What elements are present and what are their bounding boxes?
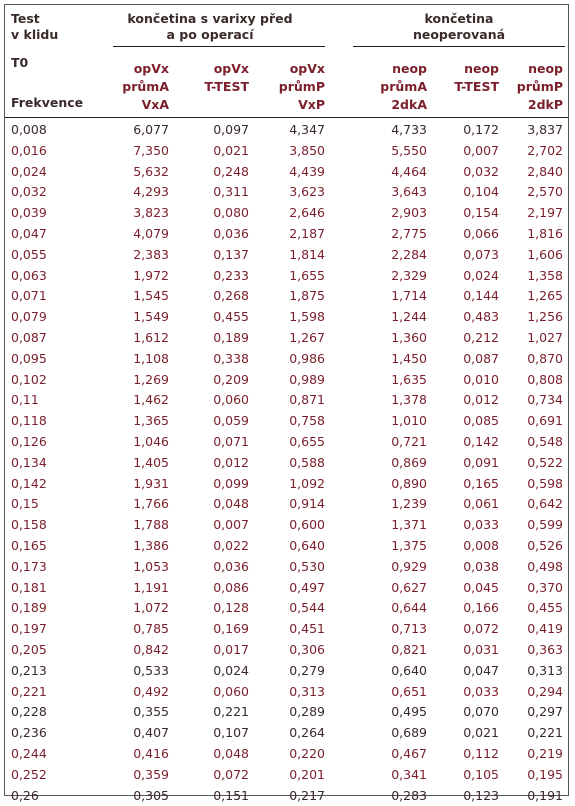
value-cell: 0,137 (213, 246, 249, 262)
value-cell: 1,092 (289, 475, 325, 491)
value-cell: 0,007 (213, 517, 249, 533)
value-cell: 0,195 (527, 766, 563, 782)
value-cell: 0,144 (463, 288, 499, 304)
value-cell: 0,599 (527, 517, 563, 533)
value-cell: 1,405 (133, 454, 169, 470)
value-cell: 0,036 (213, 558, 249, 574)
value-cell: 0,305 (133, 787, 169, 803)
value-cell: 0,588 (289, 454, 325, 470)
frequency-cell: 0,024 (11, 163, 47, 179)
value-cell: 0,189 (213, 330, 249, 345)
value-cell: 0,209 (213, 371, 249, 387)
column-header-6-line-1: neop (528, 61, 563, 76)
value-cell: 0,172 (463, 122, 499, 137)
value-cell: 2,903 (391, 205, 427, 221)
value-cell: 2,329 (391, 267, 427, 283)
frequency-cell: 0,079 (11, 309, 47, 325)
frequency-cell: 0,063 (11, 267, 47, 283)
value-cell: 3,823 (133, 205, 169, 221)
frequency-cell: 0,173 (11, 558, 47, 574)
value-cell: 0,642 (527, 496, 563, 512)
column-header-2-line-1: opVx (213, 61, 249, 76)
value-cell: 1,598 (289, 309, 325, 325)
value-cell: 0,289 (289, 704, 325, 720)
value-cell: 1,931 (133, 475, 169, 491)
value-cell: 0,455 (527, 600, 563, 616)
data-table (4, 4, 569, 803)
group2-subtitle: neoperovaná (412, 27, 506, 42)
value-cell: 1,239 (391, 496, 427, 512)
value-cell: 0,651 (391, 683, 427, 699)
value-cell: 3,850 (289, 142, 325, 158)
value-cell: 0,038 (463, 558, 499, 574)
value-cell: 0,221 (527, 725, 563, 741)
value-cell: 0,024 (213, 662, 249, 678)
table-row (5, 348, 570, 369)
value-cell: 0,154 (463, 205, 499, 221)
column-header-4-line-1: neop (392, 61, 427, 76)
value-cell: 0,061 (463, 496, 499, 512)
value-cell: 7,350 (133, 142, 169, 158)
value-cell: 1,450 (391, 350, 427, 366)
value-cell: 4,464 (391, 163, 427, 179)
value-cell: 1,766 (133, 496, 169, 512)
value-cell: 0,060 (213, 683, 249, 699)
value-cell: 0,219 (527, 746, 563, 761)
value-cell: 0,713 (391, 621, 427, 637)
value-cell: 4,439 (289, 163, 325, 179)
value-cell: 1,386 (133, 538, 169, 553)
value-cell: 1,545 (133, 288, 169, 304)
frequency-cell: 0,134 (11, 454, 47, 470)
group2-rule (353, 46, 565, 47)
value-cell: 0,283 (391, 787, 427, 803)
frequency-cell: 0,016 (11, 142, 47, 158)
value-cell: 2,646 (289, 205, 325, 221)
value-cell: 0,072 (463, 621, 499, 637)
value-cell: 1,010 (391, 413, 427, 429)
value-cell: 1,972 (133, 267, 169, 283)
value-cell: 0,600 (289, 517, 325, 533)
value-cell: 1,191 (133, 579, 169, 595)
group1-title: končetina s varixy před (127, 11, 293, 26)
value-cell: 1,375 (391, 538, 427, 553)
value-cell: 0,341 (391, 766, 427, 782)
value-cell: 2,775 (391, 226, 427, 241)
table-row (5, 452, 570, 473)
value-cell: 0,721 (391, 434, 427, 449)
value-cell: 0,734 (527, 392, 563, 408)
value-cell: 0,264 (289, 725, 325, 741)
frequency-cell: 0,032 (11, 184, 47, 200)
column-header-2-line-2: T-TEST (204, 79, 249, 94)
value-cell: 0,085 (463, 413, 499, 429)
value-cell: 1,108 (133, 350, 169, 366)
table-row (5, 161, 570, 182)
frequency-cell: 0,26 (11, 787, 39, 803)
table-row (5, 743, 570, 764)
value-cell: 1,256 (527, 309, 563, 325)
value-cell: 0,268 (213, 288, 249, 304)
value-cell: 4,733 (391, 122, 427, 137)
value-cell: 1,606 (527, 246, 563, 262)
table-row (5, 639, 570, 660)
frequency-cell: 0,221 (11, 683, 47, 699)
frequency-cell: 0,244 (11, 746, 47, 761)
value-cell: 0,073 (463, 246, 499, 262)
header-t0-label: T0 (11, 55, 29, 70)
frequency-cell: 0,236 (11, 725, 47, 741)
value-cell: 0,233 (213, 267, 249, 283)
value-cell: 0,097 (213, 122, 249, 137)
value-cell: 0,021 (213, 142, 249, 158)
frequency-cell: 0,197 (11, 621, 47, 637)
value-cell: 0,112 (463, 746, 499, 761)
value-cell: 0,279 (289, 662, 325, 678)
value-cell: 0,544 (289, 600, 325, 616)
value-cell: 0,217 (289, 787, 325, 803)
value-cell: 0,087 (463, 350, 499, 366)
table-row (5, 369, 570, 390)
value-cell: 0,047 (463, 662, 499, 678)
value-cell: 0,165 (463, 475, 499, 491)
value-cell: 3,837 (527, 122, 563, 137)
value-cell: 0,086 (213, 579, 249, 595)
value-cell: 0,691 (527, 413, 563, 429)
column-header-4-line-3: 2dkA (391, 97, 427, 112)
table-row (5, 202, 570, 223)
table-row (5, 140, 570, 161)
value-cell: 0,363 (527, 642, 563, 657)
value-cell: 1,816 (527, 226, 563, 241)
value-cell: 2,840 (527, 163, 563, 179)
table-row (5, 681, 570, 702)
table-row (5, 597, 570, 618)
value-cell: 0,091 (463, 454, 499, 470)
value-cell: 1,269 (133, 371, 169, 387)
value-cell: 0,048 (213, 496, 249, 512)
value-cell: 0,495 (391, 704, 427, 720)
column-header-6-line-3: 2dkP (527, 97, 563, 112)
value-cell: 0,107 (213, 725, 249, 741)
value-cell: 0,871 (289, 392, 325, 408)
frequency-cell: 0,102 (11, 371, 47, 387)
value-cell: 0,313 (289, 683, 325, 699)
value-cell: 0,220 (289, 746, 325, 761)
table-row (5, 327, 570, 348)
value-cell: 0,294 (527, 683, 563, 699)
value-cell: 0,870 (527, 350, 563, 366)
value-cell: 0,017 (213, 642, 249, 657)
value-cell: 1,360 (391, 330, 427, 345)
value-cell: 0,370 (527, 579, 563, 595)
value-cell: 0,221 (213, 704, 249, 720)
value-cell: 0,821 (391, 642, 427, 657)
value-cell: 0,498 (527, 558, 563, 574)
value-cell: 0,066 (463, 226, 499, 241)
column-header-4-line-2: průmA (380, 79, 427, 94)
value-cell: 0,419 (527, 621, 563, 637)
table-row (5, 119, 570, 140)
frequency-cell: 0,047 (11, 226, 47, 241)
value-cell: 1,875 (289, 288, 325, 304)
table-row (5, 577, 570, 598)
table-row (5, 389, 570, 410)
value-cell: 0,644 (391, 600, 427, 616)
table-row (5, 285, 570, 306)
value-cell: 0,311 (213, 184, 249, 200)
value-cell: 0,070 (463, 704, 499, 720)
value-cell: 2,197 (527, 205, 563, 221)
value-cell: 2,570 (527, 184, 563, 200)
table-row (5, 181, 570, 202)
value-cell: 0,467 (391, 746, 427, 761)
frequency-cell: 0,095 (11, 350, 47, 366)
value-cell: 0,598 (527, 475, 563, 491)
table-row (5, 493, 570, 514)
value-cell: 0,104 (463, 184, 499, 200)
header-test-label: Test (11, 11, 40, 26)
table-row (5, 785, 570, 806)
value-cell: 0,072 (213, 766, 249, 782)
value-cell: 0,548 (527, 434, 563, 449)
value-cell: 4,079 (133, 226, 169, 241)
value-cell: 1,072 (133, 600, 169, 616)
value-cell: 0,492 (133, 683, 169, 699)
value-cell: 0,640 (391, 662, 427, 678)
value-cell: 3,643 (391, 184, 427, 200)
table-row (5, 722, 570, 743)
value-cell: 1,267 (289, 330, 325, 345)
value-cell: 0,060 (213, 392, 249, 408)
value-cell: 3,623 (289, 184, 325, 200)
table-row (5, 410, 570, 431)
frequency-cell: 0,11 (11, 392, 39, 408)
header-test-sublabel: v klidu (11, 27, 59, 42)
table-row (5, 473, 570, 494)
column-header-5-line-2: T-TEST (454, 79, 499, 94)
table-row (5, 244, 570, 265)
table-row (5, 265, 570, 286)
value-cell: 0,012 (463, 392, 499, 408)
value-cell: 1,655 (289, 267, 325, 283)
value-cell: 0,526 (527, 538, 563, 553)
frequency-cell: 0,15 (11, 496, 39, 512)
table-row (5, 556, 570, 577)
frequency-cell: 0,205 (11, 642, 47, 657)
value-cell: 1,635 (391, 371, 427, 387)
value-cell: 6,077 (133, 122, 169, 137)
value-cell: 0,497 (289, 579, 325, 595)
value-cell: 0,416 (133, 746, 169, 761)
table-row (5, 306, 570, 327)
value-cell: 0,869 (391, 454, 427, 470)
value-cell: 1,046 (133, 434, 169, 449)
value-cell: 5,632 (133, 163, 169, 179)
value-cell: 0,355 (133, 704, 169, 720)
value-cell: 0,059 (213, 413, 249, 429)
column-header-3-line-2: průmP (278, 79, 325, 94)
value-cell: 0,785 (133, 621, 169, 637)
value-cell: 0,929 (391, 558, 427, 574)
value-cell: 0,008 (463, 538, 499, 553)
frequency-cell: 0,158 (11, 517, 47, 533)
value-cell: 2,284 (391, 246, 427, 262)
value-cell: 0,033 (463, 517, 499, 533)
value-cell: 0,338 (213, 350, 249, 366)
header-frekvence-label: Frekvence (11, 95, 84, 110)
value-cell: 1,462 (133, 392, 169, 408)
value-cell: 0,522 (527, 454, 563, 470)
table-row (5, 618, 570, 639)
value-cell: 1,788 (133, 517, 169, 533)
value-cell: 0,989 (289, 371, 325, 387)
value-cell: 2,702 (527, 142, 563, 158)
value-cell: 1,365 (133, 413, 169, 429)
value-cell: 0,169 (213, 621, 249, 637)
value-cell: 4,347 (289, 122, 325, 137)
frequency-cell: 0,055 (11, 246, 47, 262)
value-cell: 0,045 (463, 579, 499, 595)
value-cell: 0,640 (289, 538, 325, 553)
value-cell: 1,027 (527, 330, 563, 345)
frequency-cell: 0,126 (11, 434, 47, 449)
value-cell: 0,313 (527, 662, 563, 678)
frequency-cell: 0,165 (11, 538, 47, 553)
value-cell: 0,842 (133, 642, 169, 657)
table-row (5, 535, 570, 556)
frequency-cell: 0,142 (11, 475, 47, 491)
value-cell: 0,359 (133, 766, 169, 782)
value-cell: 0,151 (213, 787, 249, 803)
value-cell: 1,814 (289, 246, 325, 262)
value-cell: 0,407 (133, 725, 169, 741)
value-cell: 0,212 (463, 330, 499, 345)
group1-subtitle: a po operací (166, 27, 254, 42)
value-cell: 0,099 (213, 475, 249, 491)
value-cell: 0,689 (391, 725, 427, 741)
column-header-3-line-1: opVx (289, 61, 325, 76)
value-cell: 1,371 (391, 517, 427, 533)
column-header-1-line-1: opVx (133, 61, 169, 76)
frequency-cell: 0,189 (11, 600, 47, 616)
frequency-cell: 0,181 (11, 579, 47, 595)
value-cell: 1,244 (391, 309, 427, 325)
column-header-1-line-3: VxA (141, 97, 169, 112)
value-cell: 4,293 (133, 184, 169, 200)
value-cell: 0,914 (289, 496, 325, 512)
group2-title: končetina (424, 11, 494, 26)
value-cell: 0,986 (289, 350, 325, 366)
value-cell: 0,010 (463, 371, 499, 387)
frequency-cell: 0,213 (11, 662, 47, 678)
value-cell: 0,007 (463, 142, 499, 158)
value-cell: 0,012 (213, 454, 249, 470)
value-cell: 0,022 (213, 538, 249, 553)
value-cell: 0,032 (463, 163, 499, 179)
value-cell: 1,714 (391, 288, 427, 304)
value-cell: 1,378 (391, 392, 427, 408)
value-cell: 0,306 (289, 642, 325, 657)
value-cell: 0,024 (463, 267, 499, 283)
group1-rule (113, 46, 325, 47)
value-cell: 0,128 (213, 600, 249, 616)
value-cell: 2,187 (289, 226, 325, 241)
value-cell: 0,048 (213, 746, 249, 761)
value-cell: 0,655 (289, 434, 325, 449)
value-cell: 1,265 (527, 288, 563, 304)
value-cell: 0,191 (527, 787, 563, 803)
frequency-cell: 0,118 (11, 413, 47, 429)
column-header-5-line-1: neop (464, 61, 499, 76)
table-row (5, 660, 570, 681)
header-rule (5, 117, 568, 118)
value-cell: 0,627 (391, 579, 427, 595)
value-cell: 1,358 (527, 267, 563, 283)
value-cell: 0,033 (463, 683, 499, 699)
frequency-cell: 0,087 (11, 330, 47, 345)
value-cell: 1,549 (133, 309, 169, 325)
value-cell: 0,105 (463, 766, 499, 782)
value-cell: 0,533 (133, 662, 169, 678)
table-row (5, 764, 570, 785)
value-cell: 0,123 (463, 787, 499, 803)
value-cell: 0,166 (463, 600, 499, 616)
value-cell: 0,808 (527, 371, 563, 387)
value-cell: 0,201 (289, 766, 325, 782)
column-header-6-line-2: průmP (516, 79, 563, 94)
frequency-cell: 0,252 (11, 766, 47, 782)
table-row (5, 223, 570, 244)
value-cell: 1,053 (133, 558, 169, 574)
value-cell: 0,890 (391, 475, 427, 491)
frequency-cell: 0,228 (11, 704, 47, 720)
table-row (5, 701, 570, 722)
column-header-3-line-3: VxP (298, 97, 325, 112)
value-cell: 1,612 (133, 330, 169, 345)
frequency-cell: 0,039 (11, 205, 47, 221)
value-cell: 0,758 (289, 413, 325, 429)
value-cell: 0,530 (289, 558, 325, 574)
table-row (5, 431, 570, 452)
value-cell: 0,297 (527, 704, 563, 720)
value-cell: 0,021 (463, 725, 499, 741)
value-cell: 5,550 (391, 142, 427, 158)
value-cell: 2,383 (133, 246, 169, 262)
value-cell: 0,142 (463, 434, 499, 449)
table-row (5, 514, 570, 535)
column-header-1-line-2: průmA (122, 79, 169, 94)
value-cell: 0,080 (213, 205, 249, 221)
value-cell: 0,455 (213, 309, 249, 325)
value-cell: 0,036 (213, 226, 249, 241)
value-cell: 0,483 (463, 309, 499, 325)
value-cell: 0,451 (289, 621, 325, 637)
value-cell: 0,071 (213, 434, 249, 449)
frequency-cell: 0,008 (11, 122, 47, 137)
frequency-cell: 0,071 (11, 288, 47, 304)
value-cell: 0,031 (463, 642, 499, 657)
value-cell: 0,248 (213, 163, 249, 179)
